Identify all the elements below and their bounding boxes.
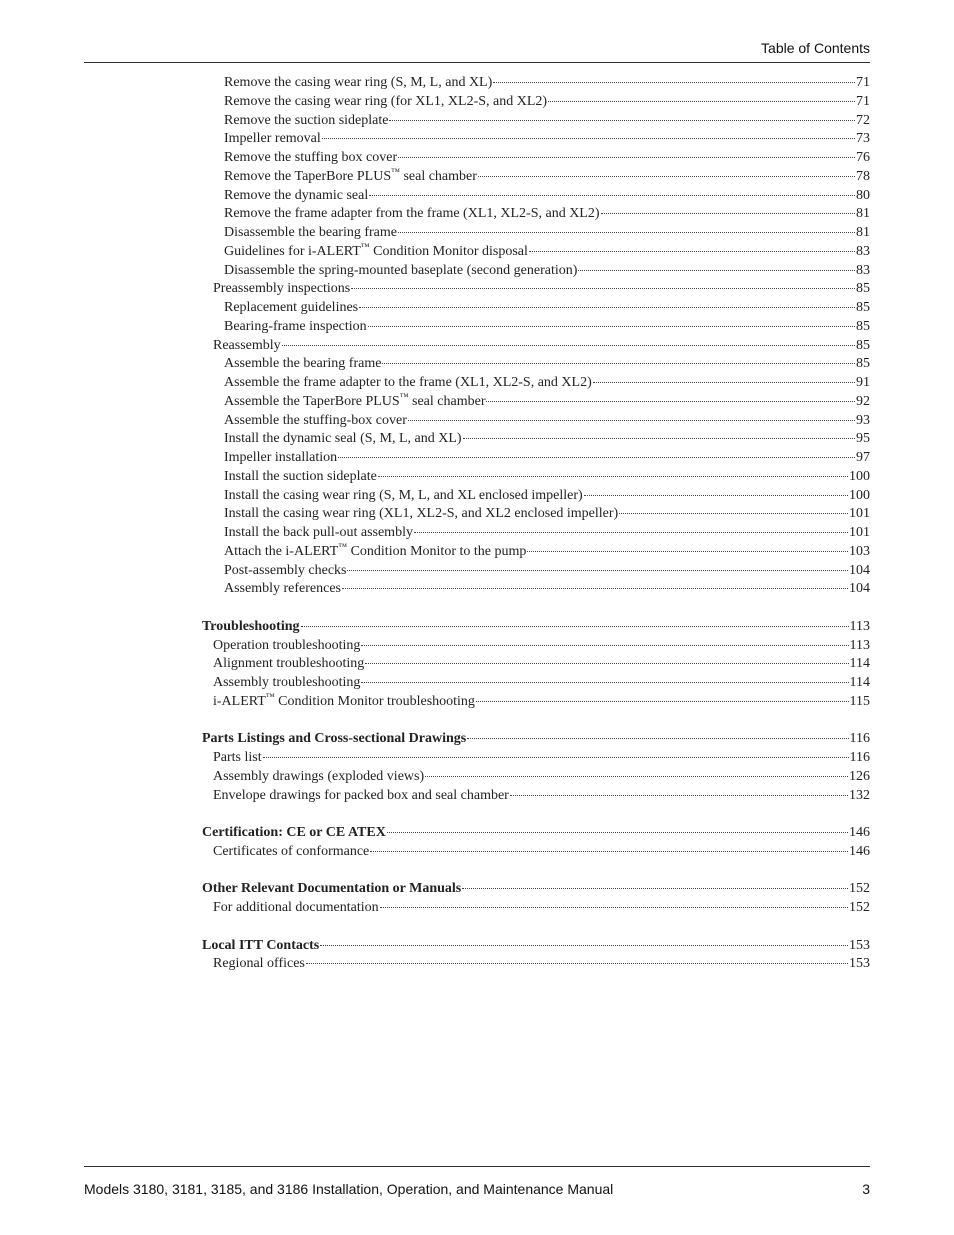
running-header-title: Table of Contents — [761, 40, 870, 56]
dot-leader — [380, 907, 848, 908]
toc-entry-label: Disassemble the spring-mounted baseplate (second generation) — [224, 262, 578, 278]
toc-entry[interactable] — [224, 224, 870, 243]
dot-leader — [529, 251, 855, 252]
toc-entry-label: Bearing-frame inspection — [224, 318, 367, 334]
dot-leader — [462, 888, 848, 889]
toc-entry-page: 104 — [849, 581, 870, 597]
dot-leader — [370, 851, 848, 852]
dot-leader — [306, 963, 848, 964]
dot-leader — [365, 663, 848, 664]
toc-entry[interactable] — [224, 355, 870, 374]
footer-page-number: 3 — [862, 1181, 870, 1197]
toc-entry-page: 92 — [856, 393, 870, 409]
dot-leader — [369, 195, 855, 196]
table-of-contents — [0, 74, 954, 974]
dot-leader — [601, 213, 855, 214]
toc-entry-label: Remove the casing wear ring (S, M, L, and XL) — [224, 75, 493, 90]
dot-leader — [338, 457, 855, 458]
toc-entry[interactable] — [224, 393, 870, 412]
toc-entry[interactable] — [224, 580, 870, 599]
toc-entry-label: Remove the casing wear ring (for XL1, XL2-S, and XL2) — [224, 93, 548, 109]
toc-entry-page: 103 — [849, 543, 870, 559]
dot-leader — [301, 626, 849, 627]
dot-leader — [478, 176, 855, 177]
toc-entry-label: Certification: CE or CE ATEX — [202, 825, 386, 840]
toc-entry-label: Other Relevant Documentation or Manuals — [202, 881, 462, 897]
toc-entry[interactable] — [213, 787, 870, 806]
toc-entry-label: i-ALERT™ Condition Monitor troubleshooting — [213, 691, 475, 709]
toc-entry-page: 71 — [856, 93, 870, 109]
dot-leader — [378, 476, 848, 477]
dot-leader — [476, 701, 849, 702]
toc-entry-page: 100 — [849, 487, 870, 503]
toc-entry-label: Remove the stuffing box cover — [224, 150, 398, 165]
toc-section-entry[interactable] — [202, 824, 870, 843]
toc-entry[interactable] — [224, 243, 870, 262]
dot-leader — [467, 738, 848, 739]
dot-leader — [389, 120, 855, 121]
dot-leader — [578, 270, 855, 271]
toc-entry-page: 81 — [856, 225, 870, 240]
dot-leader — [425, 776, 848, 777]
toc-entry-page: 101 — [849, 506, 870, 522]
toc-entry-page: 115 — [849, 693, 870, 709]
toc-entry-page: 113 — [849, 637, 870, 653]
toc-section-entry[interactable] — [202, 937, 870, 956]
toc-entry-page: 101 — [849, 525, 870, 540]
toc-entry-page: 73 — [856, 131, 870, 147]
toc-entry-label: Assemble the frame adapter to the frame (XL1, XL2-S, and XL2) — [224, 375, 592, 390]
dot-leader — [322, 138, 855, 139]
dot-leader — [359, 307, 855, 308]
toc-entry-page: 83 — [856, 243, 870, 259]
dot-leader — [320, 945, 848, 946]
toc-entry-page: 72 — [856, 112, 870, 128]
toc-entry-page: 91 — [856, 375, 870, 390]
dot-leader — [282, 345, 855, 346]
dot-leader — [486, 401, 855, 402]
toc-entry-label: Install the dynamic seal (S, M, L, and XL) — [224, 431, 462, 447]
dot-leader — [493, 82, 855, 83]
toc-entry[interactable] — [213, 693, 870, 712]
toc-entry-page: 78 — [856, 168, 870, 184]
toc-entry-page: 132 — [849, 787, 870, 803]
toc-entry[interactable] — [224, 299, 870, 318]
toc-entry[interactable] — [213, 337, 870, 356]
toc-entry-label: Operation troubleshooting — [213, 637, 361, 653]
toc-entry-label: Reassembly — [213, 337, 281, 353]
toc-entry[interactable] — [224, 318, 870, 337]
toc-entry-label: Parts list — [213, 750, 262, 765]
toc-entry-label: Assembly references — [224, 581, 342, 597]
toc-entry[interactable] — [224, 168, 870, 187]
toc-entry[interactable] — [224, 93, 870, 112]
toc-entry-page: 83 — [856, 262, 870, 278]
toc-entry[interactable] — [213, 899, 870, 918]
dot-leader — [510, 795, 848, 796]
dot-leader — [382, 363, 855, 364]
toc-entry[interactable] — [213, 674, 870, 693]
toc-entry[interactable] — [224, 262, 870, 281]
dot-leader — [398, 157, 855, 158]
toc-entry[interactable] — [224, 543, 870, 562]
toc-entry-label: Assemble the TaperBore PLUS™ seal chamber — [224, 391, 486, 409]
toc-entry-label: Assemble the bearing frame — [224, 356, 382, 372]
toc-entry[interactable] — [224, 562, 870, 581]
toc-entry[interactable] — [224, 374, 870, 393]
toc-entry[interactable] — [224, 412, 870, 431]
toc-entry-label: Disassemble the bearing frame — [224, 225, 397, 240]
toc-entry-page: 95 — [856, 431, 870, 447]
toc-entry-page: 146 — [849, 825, 870, 840]
toc-entry-page: 153 — [849, 937, 870, 953]
toc-entry[interactable] — [224, 430, 870, 449]
toc-entry-label: Troubleshooting — [202, 618, 300, 634]
toc-entry-page: 85 — [856, 300, 870, 315]
toc-entry-label: Local ITT Contacts — [202, 937, 320, 953]
toc-entry[interactable] — [213, 768, 870, 787]
toc-entry-page: 97 — [856, 450, 870, 465]
toc-entry[interactable] — [224, 487, 870, 506]
toc-entry[interactable] — [224, 74, 870, 93]
toc-entry[interactable] — [224, 112, 870, 131]
dot-leader — [387, 832, 848, 833]
dot-leader — [361, 682, 848, 683]
toc-entry-page: 126 — [849, 768, 870, 784]
toc-entry[interactable] — [213, 955, 870, 974]
dot-leader — [351, 288, 855, 289]
toc-entry-page: 116 — [849, 731, 870, 747]
toc-entry[interactable] — [224, 149, 870, 168]
dot-leader — [548, 101, 855, 102]
toc-entry-page: 93 — [856, 412, 870, 428]
toc-entry-label: Replacement guidelines — [224, 300, 359, 315]
header-rule — [84, 62, 870, 63]
toc-entry[interactable] — [224, 524, 870, 543]
toc-entry-page: 85 — [856, 281, 870, 297]
toc-entry-label: Regional offices — [213, 956, 305, 972]
toc-entry[interactable] — [224, 468, 870, 487]
dot-leader — [584, 495, 848, 496]
dot-leader — [263, 757, 849, 758]
toc-entry-page: 153 — [849, 956, 870, 972]
dot-leader — [463, 438, 855, 439]
dot-leader — [361, 645, 848, 646]
toc-entry-label: Assemble the stuffing-box cover — [224, 412, 407, 428]
toc-entry[interactable] — [213, 280, 870, 299]
dot-leader — [527, 551, 848, 552]
dot-leader — [619, 513, 848, 514]
toc-entry-label: Impeller installation — [224, 450, 338, 465]
footer-rule — [84, 1166, 870, 1167]
toc-section-entry[interactable] — [202, 880, 870, 899]
toc-section-entry[interactable] — [202, 730, 870, 749]
toc-entry-page: 100 — [849, 468, 870, 484]
toc-entry-page: 114 — [849, 675, 870, 690]
dot-leader — [593, 382, 855, 383]
dot-leader — [414, 532, 848, 533]
toc-entry-label: Install the suction sideplate — [224, 468, 377, 484]
toc-entry-label: Impeller removal — [224, 131, 321, 147]
toc-entry-label: Attach the i-ALERT™ Condition Monitor to the pump — [224, 541, 527, 559]
toc-entry-label: Assembly drawings (exploded views) — [213, 768, 425, 784]
toc-entry[interactable] — [213, 637, 870, 656]
toc-entry-page: 76 — [856, 150, 870, 165]
toc-entry[interactable] — [213, 843, 870, 862]
toc-entry-page: 85 — [856, 356, 870, 372]
toc-entry[interactable] — [224, 449, 870, 468]
dot-leader — [398, 232, 855, 233]
toc-entry[interactable] — [213, 655, 870, 674]
toc-entry-label: Remove the frame adapter from the frame (XL1, XL2-S, and XL2) — [224, 206, 600, 222]
toc-entry-label: Assembly troubleshooting — [213, 675, 361, 690]
toc-entry[interactable] — [224, 505, 870, 524]
toc-entry-label: Envelope drawings for packed box and seal chamber — [213, 787, 509, 803]
dot-leader — [342, 588, 848, 589]
toc-entry-page: 114 — [849, 656, 870, 672]
toc-section-entry[interactable] — [202, 618, 870, 637]
dot-leader — [347, 570, 848, 571]
toc-entry-page: 80 — [856, 187, 870, 203]
toc-entry-page: 146 — [849, 843, 870, 859]
toc-entry-page: 85 — [856, 337, 870, 353]
toc-entry-label: Certificates of conformance — [213, 843, 370, 859]
toc-entry-label: Guidelines for i-ALERT™ Condition Monitor disposal — [224, 241, 528, 259]
toc-entry-page: 71 — [856, 75, 870, 90]
toc-entry-label: Install the casing wear ring (S, M, L, and XL enclosed impeller) — [224, 487, 583, 503]
toc-entry-label: Preassembly inspections — [213, 281, 351, 297]
dot-leader — [368, 326, 855, 327]
toc-entry[interactable] — [224, 205, 870, 224]
toc-entry-page: 81 — [856, 206, 870, 222]
dot-leader — [408, 420, 855, 421]
toc-entry-page: 152 — [849, 881, 870, 897]
toc-entry[interactable] — [213, 749, 870, 768]
footer-manual-title: Models 3180, 3181, 3185, and 3186 Installation, Operation, and Maintenance Manual — [84, 1181, 614, 1197]
toc-entry-page: 104 — [849, 562, 870, 578]
toc-entry-label: Remove the dynamic seal — [224, 187, 369, 203]
toc-entry-page: 116 — [849, 750, 870, 765]
toc-entry-page: 85 — [856, 318, 870, 334]
toc-entry[interactable] — [224, 187, 870, 206]
toc-entry-page: 113 — [849, 618, 870, 634]
toc-entry[interactable] — [224, 130, 870, 149]
toc-entry-label: Install the back pull-out assembly — [224, 525, 413, 540]
toc-entry-label: Alignment troubleshooting — [213, 656, 365, 672]
toc-entry-label: Post-assembly checks — [224, 562, 347, 578]
toc-entry-label: For additional documentation — [213, 900, 379, 915]
toc-entry-page: 152 — [849, 900, 870, 915]
toc-entry-label: Remove the suction sideplate — [224, 112, 389, 128]
toc-entry-label: Parts Listings and Cross-sectional Drawings — [202, 731, 467, 747]
toc-entry-label: Install the casing wear ring (XL1, XL2-S, and XL2 enclosed impeller) — [224, 506, 619, 522]
toc-entry-label: Remove the TaperBore PLUS™ seal chamber — [224, 166, 477, 184]
